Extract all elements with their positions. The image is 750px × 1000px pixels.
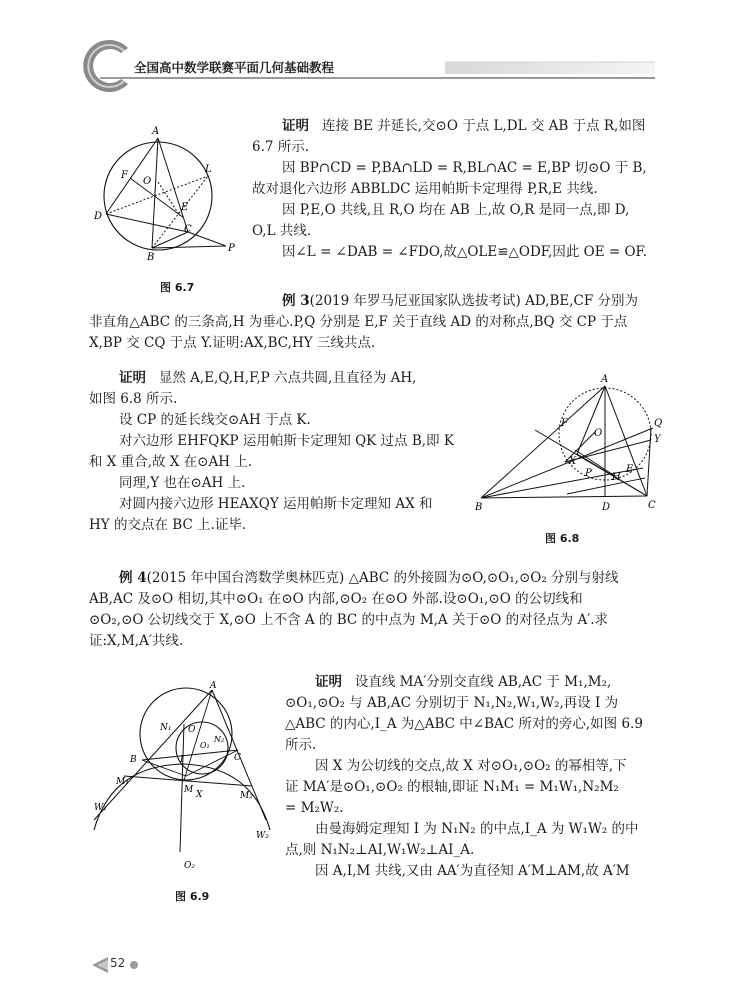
fig69-label: O xyxy=(188,725,196,735)
proof-label: 证明 xyxy=(282,118,309,134)
header-title: 全国高中数学联赛平面几何基础教程 xyxy=(134,60,335,75)
fig69-label: A xyxy=(210,681,217,691)
fig69-label: C xyxy=(234,753,241,763)
proof-block-2: 证明 显然 A,E,Q,H,F,P 六点共圆,且直径为 AH, 如图 6.8 所示. 设 CP 的延长线交⊙AH 于点 K. 对六边形 EHFQKP 运用帕斯卡定理知 QK 过点 B,即 K 和 X 重合,故 X 在⊙AH 上. 同理,Y 也在⊙AH 上. 对圆内接六边形 HEAXQY 运用帕斯卡定理知 AX 和 HY 的交点在 BC 上.证毕. xyxy=(89,370,454,533)
proof-block-1: 证明 连接 BE 并延长,交⊙O 于点 L,DL 交 AB 于点 R,如图 6.7 所示. 因 BP∩CD = P,BA∩LD = R,BL∩AC = E,BP 切⊙O 于 B, 故对退化六边形 ABBLDC 运用帕斯卡定理得 P,R,E 共线. 因 P,E,O 共线,且 R,O 均在 AB 上,故 O,R 是同一点,即 D, O,L 共线. 因∠L = ∠DAB = ∠FDO,故△OLE≌△ODF,因此 OE = OF. xyxy=(252,118,648,260)
figure-6-8 xyxy=(475,372,675,512)
fig69-label: M xyxy=(184,785,194,795)
figure-6-7-caption: 图 6.7 xyxy=(160,281,195,294)
fig68-label: O xyxy=(594,428,603,439)
example-label: 例 3 xyxy=(282,293,310,309)
fig69-circle-o xyxy=(140,688,232,780)
fig69-label: W₁ xyxy=(94,803,107,813)
fig69-label: X xyxy=(196,790,203,800)
fig69-label: O₂ xyxy=(184,861,195,871)
fig67-label: D xyxy=(94,211,103,222)
fig67-label: L xyxy=(205,164,212,175)
fig68-label: F xyxy=(561,418,568,429)
fig69-label: O₁ xyxy=(200,741,210,750)
fig67-label: P xyxy=(228,243,235,254)
page-dot-icon xyxy=(130,961,138,969)
page-number: 52 xyxy=(110,956,126,970)
fig68-label: Y xyxy=(654,434,661,445)
example-4: 例 4(2015 年中国台湾数学奥林匹克) △ABC 的外接圆为⊙O,⊙O₁,⊙O₂ 分别与射线 AB,AC 及⊙O 相切,其中⊙O₁ 在⊙O 内部,⊙O₂ 在⊙O 外部.设⊙O₁,⊙O 的公切线和 ⊙O₂,⊙O 公切线交于 X,⊙O 上不含 A 的 BC 的中点为 M,A 关于⊙O 的对径点为 A′.求 证:X,M,A′共线. xyxy=(89,570,619,649)
fig67-circle-o xyxy=(104,142,212,250)
fig67-label: B xyxy=(147,252,155,263)
example-3: 例 3(2019 年罗马尼亚国家队选拔考试) AD,BE,CF 分别为 非直角△ABC 的三条高,H 为垂心.P,Q 分别是 E,F 关于直线 AD 的对称点,BQ 交 CP 于点 X,BP 交 CQ 于点 Y.证明:AX,BC,HY 三线共点. xyxy=(89,293,639,351)
fig67-label: C xyxy=(184,224,192,235)
figure-6-9 xyxy=(92,680,272,880)
figure-6-7 xyxy=(88,122,248,267)
fig67-label: E xyxy=(181,202,189,213)
fig69-label: B xyxy=(130,755,137,765)
fig69-label: N₁ xyxy=(160,723,172,733)
fig67-label: O xyxy=(143,176,152,187)
fig68-label: P xyxy=(585,468,592,479)
fig68-label: B xyxy=(475,502,483,512)
page-footer xyxy=(88,955,168,979)
fig68-label: A xyxy=(601,374,609,385)
header-decoration xyxy=(0,0,750,95)
figure-6-8-caption: 图 6.8 xyxy=(545,532,580,545)
fig68-label: D xyxy=(602,502,611,512)
example-label: 例 4 xyxy=(119,570,147,586)
fig67-label: F xyxy=(121,170,128,181)
proof-label: 证明 xyxy=(315,674,342,690)
page-arrow-icon xyxy=(88,955,110,975)
figure-6-9-caption: 图 6.9 xyxy=(175,890,210,903)
proof-label: 证明 xyxy=(119,370,146,386)
fig69-label: M₁ xyxy=(116,777,129,787)
fig69-label: N₂ xyxy=(214,735,225,744)
fig68-label: Q xyxy=(654,418,663,429)
fig68-label: E xyxy=(626,464,634,475)
fig68-label: C xyxy=(648,500,656,511)
page-header xyxy=(0,0,750,95)
fig68-label: H xyxy=(612,472,621,483)
fig69-label: I xyxy=(180,755,184,765)
fig69-label: W₂ xyxy=(256,831,269,841)
fig68-label: X xyxy=(569,456,577,467)
fig67-label: A xyxy=(152,126,160,137)
proof-block-3: 证明 设直线 MA′分别交直线 AB,AC 于 M₁,M₂, ⊙O₁,⊙O₂ 与 AB,AC 分别切于 N₁,N₂,W₁,W₂,再设 I 为 △ABC 的内心,I_A 为△ABC 中∠BAC 所对的旁心,如图 6.9 所示. 因 X 为公切线的交点,故 X 对⊙O₁,⊙O₂ 的幂相等,下 证 MA′是⊙O₁,⊙O₂ 的根轴,即证 N₁M₁ = M₁W₁,N₂M₂ = M₂W₂. 由曼海姆定理知 I 为 N₁N₂ 的中点,I_A 为 W₁W₂ 的中 点,则 N₁N₂⊥AI,W₁W₂⊥AI_A. 因 A,I,M 共线,又由 AA′为直径知 A′M⊥AM,故 A′M xyxy=(285,674,643,879)
fig69-label: M₂ xyxy=(240,791,253,801)
